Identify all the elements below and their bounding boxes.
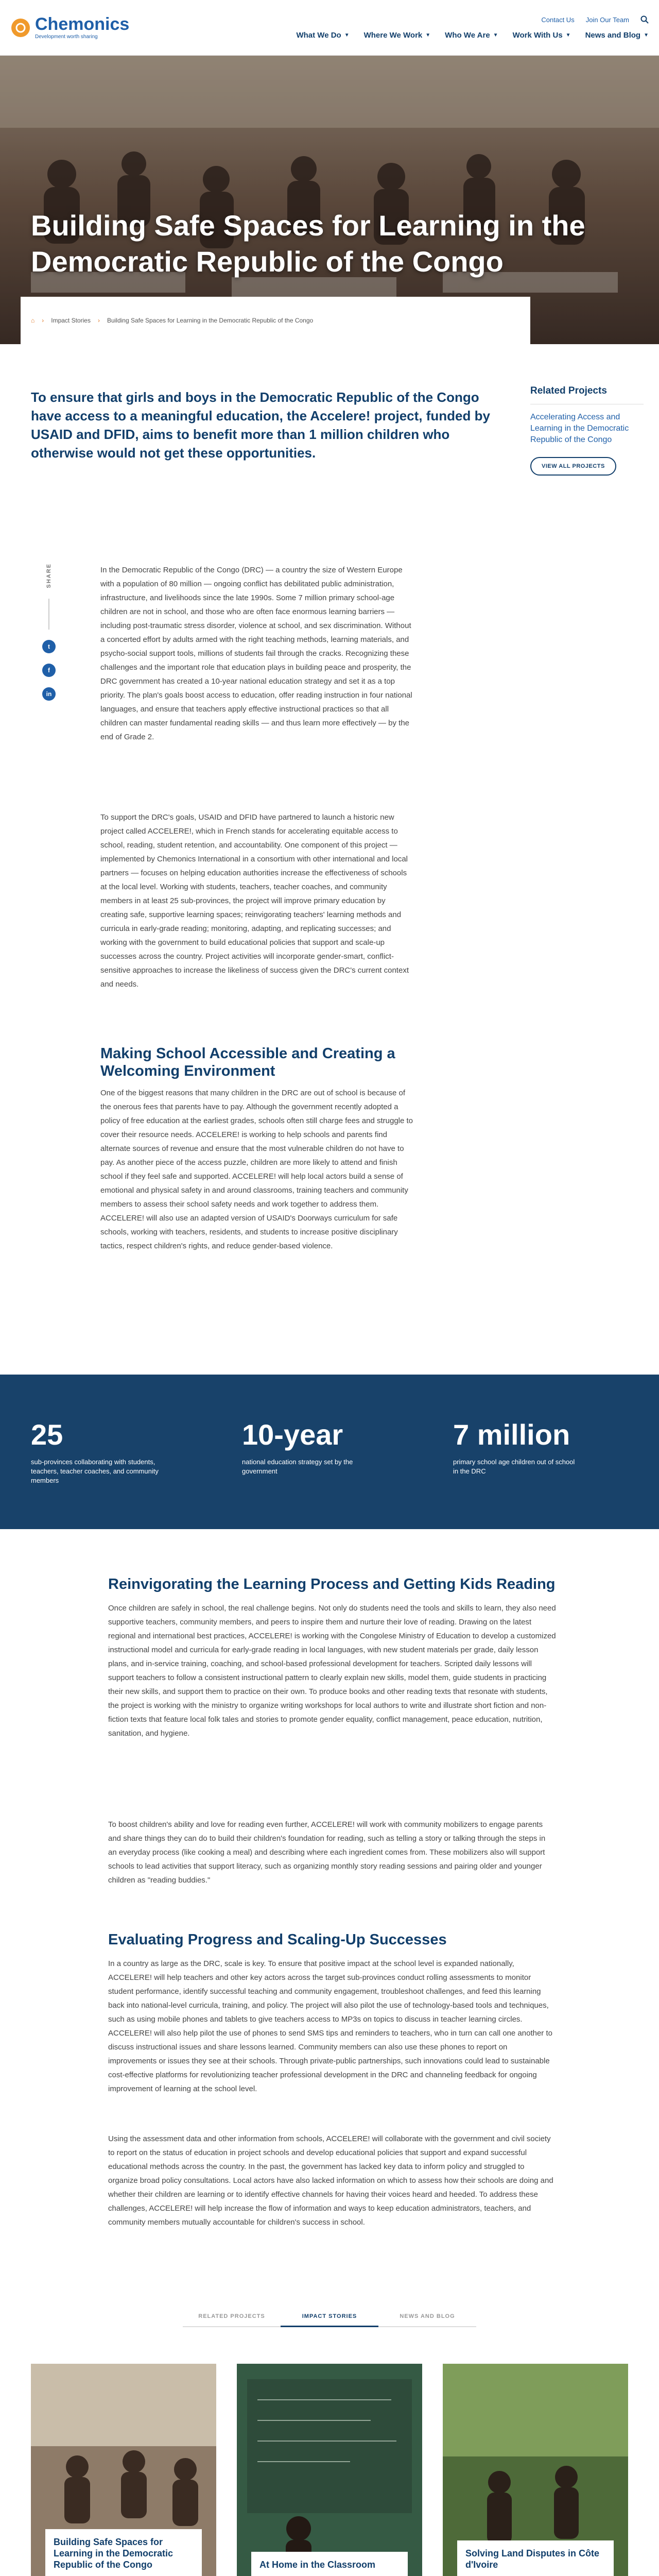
story-card-title: At Home in the Classroom: [251, 2552, 408, 2576]
story-card[interactable]: [443, 2364, 628, 2576]
stat-description: sub-provinces collaborating with students, teachers, teacher coaches, and community members: [31, 1458, 159, 1484]
tab-related-projects[interactable]: RELATED PROJECTS: [198, 2313, 265, 2319]
chevron-down-icon: ▼: [565, 32, 571, 38]
chevron-down-icon: ▼: [493, 32, 498, 38]
linkedin-icon[interactable]: in: [42, 687, 56, 701]
section-heading: Making School Accessible and Creating a Welcoming Environment: [100, 1045, 395, 1079]
contact-link[interactable]: Contact Us: [541, 15, 575, 24]
related-projects-sidebar: [530, 385, 644, 476]
body-paragraph: To support the DRC's goals, USAID and DFID have partnered to launch a historic new project called ACCELERE!, which in French stands for accelerating equitable access to school, reading, student retention, and accountability. One component of this project — implemented by Chemonics International in a consortium with other international and local partners — focuses on helping education authorities increase the effectiveness of schools at the local level. Working with students, teachers, teacher coaches, and community members in at least 25 sub-provinces, the project will improve primary education by creating safe, supportive learning spaces; reinvigorating teachers' learning methods and curricula in early-grade reading; monitoring, adapting, and replicating successes; and working with the government to build educational policies that support and scale-up successes across the country. Project activities will incorporate gender-smart, conflict-sensitive approaches to increase the likeliness of success given the DRC's current context and needs.: [100, 813, 409, 989]
search-icon[interactable]: [640, 15, 649, 24]
sidebar-project-link[interactable]: Accelerating Access and Learning in the Democratic Republic of the Congo: [530, 413, 629, 444]
home-icon[interactable]: ⌂: [31, 317, 35, 324]
tab-news-and-blog[interactable]: NEWS AND BLOG: [400, 2313, 455, 2319]
breadcrumb-impact-stories[interactable]: Impact Stories: [51, 317, 91, 324]
story-card-title: Solving Land Disputes in Côte d'Ivoire: [457, 2540, 614, 2576]
logo-mark-icon: [10, 18, 31, 38]
story-card[interactable]: [237, 2364, 422, 2576]
page-title: Building Safe Spaces for Learning in the Democratic Republic of the Congo: [31, 209, 585, 278]
stats-band: [0, 1375, 659, 1529]
view-all-projects-button[interactable]: VIEW ALL PROJECTS: [530, 457, 616, 476]
breadcrumb-current: Building Safe Spaces for Learning in the Democratic Republic of the Congo: [107, 317, 314, 324]
tab-impact-stories[interactable]: IMPACT STORIES: [281, 2307, 378, 2327]
story-card-title: Building Safe Spaces for Learning in the Democratic Republic of the Congo: [45, 2529, 202, 2576]
nav-label: Who We Are: [445, 31, 490, 40]
logo-tagline: Development worth sharing: [35, 34, 98, 40]
facebook-icon[interactable]: f: [42, 664, 56, 677]
chevron-down-icon: ▼: [344, 32, 350, 38]
stat-description: primary school age children out of school in the DRC: [453, 1458, 575, 1475]
nav-label: What We Do: [296, 31, 341, 40]
chevron-down-icon: ▼: [644, 32, 649, 38]
nav-where-we-work[interactable]: [364, 31, 431, 40]
section-heading: Reinvigorating the Learning Process and Getting Kids Reading: [108, 1576, 556, 1592]
nav-news-and-blog[interactable]: [585, 31, 649, 40]
nav-label: Work With Us: [512, 31, 563, 40]
body-paragraph: Using the assessment data and other information from schools, ACCELERE! will collaborate with the government and civil society to report on the status of education in project schools and develop educational policies that support and expand successful educational methods across the country. In the past, the government has lacked key data to inform policy and struggled to organize broad policy consultations. Local actors have also lacked information on which to assess how their schools are doing and whether their children are learning or to identify effective channels for having their voices heard and heeded. To address these challenges, ACCELERE! will help increase the flow of information and ways to keep education administrators, teachers, and community members mutually accountable for children's success in school.: [108, 2134, 553, 2227]
stat-number: 10-year: [242, 1418, 343, 1451]
logo[interactable]: [10, 15, 129, 40]
section-heading: Evaluating Progress and Scaling-Up Successes: [108, 1931, 447, 1948]
site-header: [0, 0, 659, 56]
breadcrumb-separator-icon: ›: [97, 317, 100, 324]
stat-item: [31, 1418, 196, 1485]
story-card[interactable]: [31, 2364, 216, 2576]
chevron-down-icon: ▼: [425, 32, 431, 38]
body-paragraph: In a country as large as the DRC, scale is key. To ensure that positive impact at the school level is expanded nationally, ACCELERE! will help teachers and other key actors across the target sub-provinces conduct rolling assessments to monitor student performance, identify successful teaching and community engagement, troubleshoot challenges, and feed this learning back into national-level curricula, training, and policy. The project will also pilot the use of technology-based tools and techniques, such as using mobile phones and tablets to give teachers access to MP3s on topics to discuss in teacher learning circles. ACCELERE! will also help pilot the use of phones to send SMS tips and reminders to teachers, who in turn can call one another to discuss instructional issues and share lessons learned. Community members can also use these phones to report on improvements or issues they see at their schools. Through private-public partnerships, such innovations could lead to sustainable cost-effective platforms for revolutionizing teacher professional development in the DRC and channeling feedback for ongoing improvement of learning at the school level.: [108, 1959, 552, 2093]
nav-work-with-us[interactable]: [513, 31, 571, 40]
nav-who-we-are[interactable]: [445, 31, 498, 40]
share-divider: [48, 599, 49, 630]
join-team-link[interactable]: Join Our Team: [585, 15, 629, 24]
story-cards: [31, 2364, 628, 2576]
stat-number: 25: [31, 1418, 63, 1451]
stat-description: national education strategy set by the government: [242, 1458, 353, 1475]
body-paragraph: To boost children's ability and love for reading even further, ACCELERE! will work with community mobilizers to engage parents and share things they can do to build their children's foundation for reading, such as telling a story or talking through the steps in an everyday process (like cooking a meal) and describing where each ingredient comes from. These mobilizers also will support schools to lead activities that support literacy, such as organizing monthly story reading sessions and pairing older and younger children as "reading buddies.": [108, 1820, 546, 1885]
stat-item: [242, 1418, 407, 1476]
share-bar: [41, 563, 57, 701]
breadcrumb-separator-icon: ›: [42, 317, 44, 324]
share-label: SHARE: [46, 563, 52, 588]
stat-item: [453, 1418, 618, 1476]
logo-name: Chemonics: [35, 14, 130, 34]
sidebar-title: Related Projects: [530, 385, 644, 404]
body-paragraph: One of the biggest reasons that many children in the DRC are out of school is because of the onerous fees that parents have to pay. Although the government recently adopted a policy of free education at the earliest grades, schools often still charge fees and struggle to cover their resource needs. ACCELERE! is working to help schools and parents find alternate sources of revenue and ensure that the most vulnerable children do not have to pay. As another piece of the access puzzle, children are more likely to attend and finish school if they feel safe and supported. ACCELERE! will help local actors build a sense of emotional and physical safety in and around classrooms, training teachers and community members to assess their school safety needs and work together to address them. ACCELERE! will also use an adapted version of USAID's Doorways curriculum for safe schools, working with teachers, residents, and students to increase positive disciplinary tactics, respect children's rights, and reduce gender-based violence.: [100, 1089, 413, 1250]
body-paragraph: Once children are safely in school, the real challenge begins. Not only do students need the tools and skills to learn, they also need supportive teachers, community members, and peers to inspire them and nurture their love of reading. Drawing on the latest regional and international best practices, ACCELERE! is working with the Congolese Ministry of Education to develop a customized instructional model and curricula for early-grade reading in local languages, with new student materials per grade, daily lesson plans, and in-service training, coaching, and school-based professional development for teachers. Scripted daily lessons will support teachers to follow a consistent instructional pattern to clearly explain new skills, model them, guide students in practicing their new skills, and support them to practice on their own. To produce books and other reading texts that resonate with students, the project is working with the ministry to organize writing workshops for local authors to write and illustrate short fiction and non-fiction texts that feature local folk tales and stories to promote gender equality, conflict management, peace education, nutrition, sanitation, and hygiene.: [108, 1604, 556, 1738]
story-image: [237, 2364, 422, 2576]
intro-paragraph: To ensure that girls and boys in the Democratic Republic of the Congo have access to a meaningful education, the Accelere! project, funded by USAID and DFID, aims to benefit more than 1 million children who otherwise would not get these opportunities.: [31, 389, 490, 461]
nav-what-we-do[interactable]: [296, 31, 349, 40]
twitter-icon[interactable]: t: [42, 640, 56, 653]
stat-number: 7 million: [453, 1418, 570, 1451]
article-content: [0, 317, 659, 2576]
related-content-tabs: [183, 2307, 476, 2327]
nav-label: News and Blog: [585, 31, 641, 40]
body-paragraph: In the Democratic Republic of the Congo (DRC) — a country the size of Western Europe with a population of 80 million — ongoing conflict has debilitated public administration, infrastructure, and livelihoods since the late 1990s. Some 7 million primary school-age children are not in school, and those who are often face enormous learning barriers — including post-traumatic stress disorder, violence at school, and sex discrimination. Without a concerted effort by adults armed with the right teaching methods, learning materials, and psycho-social support tools, millions of students fail through the cracks. Recognizing these challenges and the important role that education plays in building peace and prosperity, the DRC government has created a 10-year national education strategy and set it as a top priority. The plan's goals boost access to education, offer reading instruction in four national languages, and ensure that teachers apply effective instructional practices so that all children can master fundamental reading skills — and thus learn more effectively — by the end of Grade 2.: [100, 566, 412, 741]
breadcrumb: [21, 297, 530, 344]
nav-label: Where We Work: [363, 31, 423, 40]
